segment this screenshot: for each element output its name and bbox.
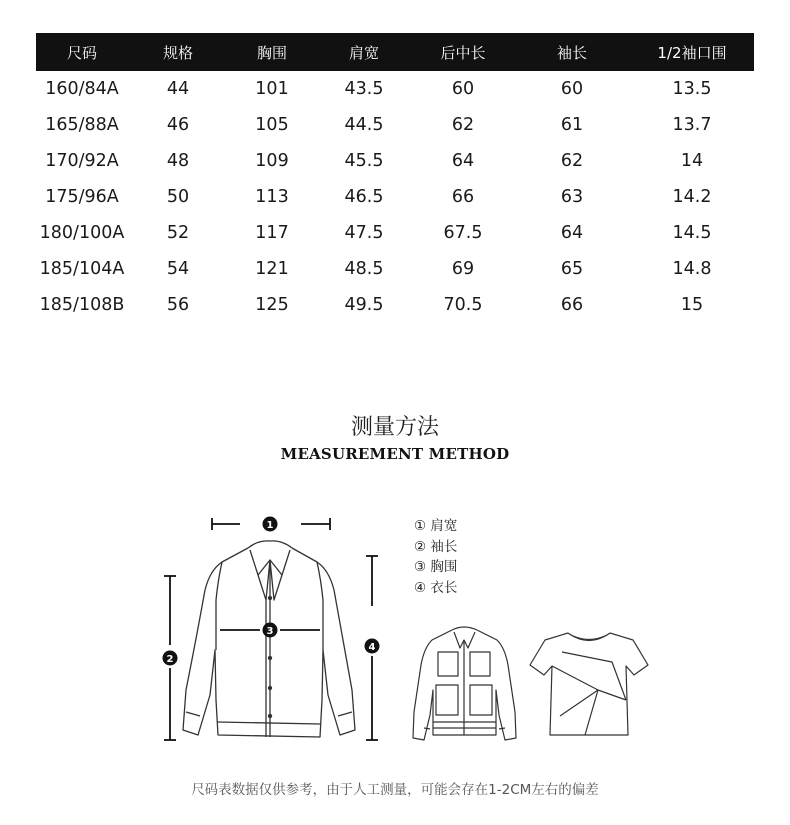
cell-size: 175/96A: [45, 187, 119, 207]
header-size: 尺码: [66, 43, 97, 62]
cell-size: 170/92A: [45, 151, 119, 171]
cell-spec: 56: [166, 295, 190, 315]
cell-chest: 117: [255, 223, 289, 243]
cell-shoulder: 46.5: [344, 187, 384, 207]
table-row: [36, 107, 754, 143]
legend-number: ③: [414, 559, 427, 575]
cell-shoulder: 45.5: [344, 151, 384, 171]
legend-item: [414, 578, 457, 599]
cell-chest: 113: [255, 187, 289, 207]
cell-shoulder: 48.5: [344, 259, 384, 279]
table-row: [36, 251, 754, 287]
cell-sleeve: 61: [560, 115, 584, 135]
cell-size: 180/100A: [39, 223, 125, 243]
cell-spec: 50: [166, 187, 190, 207]
cell-size: 160/84A: [45, 79, 119, 99]
cell-chest: 109: [255, 151, 289, 171]
legend-item: [414, 557, 457, 578]
cell-back-length: 67.5: [443, 223, 483, 243]
cell-spec: 46: [166, 115, 190, 135]
header-sleeve: 袖长: [556, 43, 587, 62]
table-header: [36, 33, 754, 71]
cell-back-length: 70.5: [443, 295, 483, 315]
cell-cuff: 13.7: [672, 115, 712, 135]
cell-back-length: 69: [451, 259, 475, 279]
cell-cuff: 14.2: [672, 187, 712, 207]
cell-shoulder: 44.5: [344, 115, 384, 135]
svg-text:4: 4: [368, 642, 376, 653]
header-back-length: 后中长: [440, 43, 486, 62]
legend-number: ①: [414, 518, 427, 534]
svg-text:3: 3: [266, 626, 274, 637]
tshirt-icon: [530, 633, 648, 735]
legend-label: 肩宽: [430, 518, 458, 534]
header-spec: 规格: [162, 43, 193, 62]
cell-chest: 105: [255, 115, 289, 135]
cell-sleeve: 64: [560, 223, 584, 243]
legend-number: ②: [414, 538, 427, 555]
disclaimer-note: 尺码表数据仅供参考，由于人工测量，可能会存在1-2CM左右的偏差: [191, 782, 599, 798]
measurement-legend: [414, 516, 457, 598]
legend-number: ④: [414, 579, 427, 596]
marker-2: [163, 651, 178, 666]
size-table: [36, 33, 754, 323]
header-chest: 胸围: [256, 43, 287, 62]
header-cuff: 1/2袖口围: [657, 43, 727, 62]
header-shoulder: 肩宽: [348, 43, 379, 62]
legend-item: [414, 537, 457, 558]
cell-spec: 54: [166, 259, 190, 279]
cell-cuff: 13.5: [672, 79, 712, 99]
svg-text:2: 2: [166, 654, 174, 665]
cell-size: 165/88A: [45, 115, 119, 135]
cell-shoulder: 47.5: [344, 223, 384, 243]
cell-back-length: 64: [451, 151, 475, 171]
cell-shoulder: 49.5: [344, 295, 384, 315]
cell-chest: 121: [255, 259, 289, 279]
jacket-icon: [413, 627, 516, 740]
cell-size: 185/108B: [39, 295, 125, 315]
cell-spec: 44: [166, 79, 190, 99]
marker-3: [263, 623, 278, 638]
marker-4: [365, 639, 380, 654]
cell-back-length: 62: [451, 115, 475, 135]
cell-cuff: 15: [680, 295, 704, 315]
marker-1: [263, 517, 278, 532]
table-row: [36, 179, 754, 215]
shirt-measurement-icon: [183, 541, 355, 737]
cell-size: 185/104A: [39, 259, 125, 279]
cell-shoulder: 43.5: [344, 79, 384, 99]
legend-label: 衣长: [430, 579, 458, 596]
cell-back-length: 66: [451, 187, 475, 207]
cell-spec: 52: [166, 223, 190, 243]
measurement-diagram: [150, 505, 660, 755]
cell-cuff: 14: [680, 151, 704, 171]
cell-cuff: 14.5: [672, 223, 712, 243]
cell-sleeve: 66: [560, 295, 584, 315]
method-title: 测量方法: [350, 415, 439, 440]
method-subtitle: MEASUREMENT METHOD: [280, 445, 510, 463]
legend-item: [414, 516, 457, 537]
cell-chest: 101: [255, 79, 289, 99]
cell-sleeve: 65: [560, 259, 584, 279]
cell-chest: 125: [255, 295, 289, 315]
cell-sleeve: 63: [560, 187, 584, 207]
table-row: [36, 71, 754, 107]
cell-cuff: 14.8: [672, 259, 712, 279]
table-row: [36, 215, 754, 251]
svg-text:1: 1: [266, 520, 274, 531]
cell-spec: 48: [166, 151, 190, 171]
table-row: [36, 143, 754, 179]
cell-sleeve: 62: [560, 151, 584, 171]
cell-back-length: 60: [451, 79, 475, 99]
table-row: [36, 287, 754, 323]
cell-sleeve: 60: [560, 79, 584, 99]
legend-label: 胸围: [430, 559, 458, 575]
legend-label: 袖长: [430, 538, 458, 555]
